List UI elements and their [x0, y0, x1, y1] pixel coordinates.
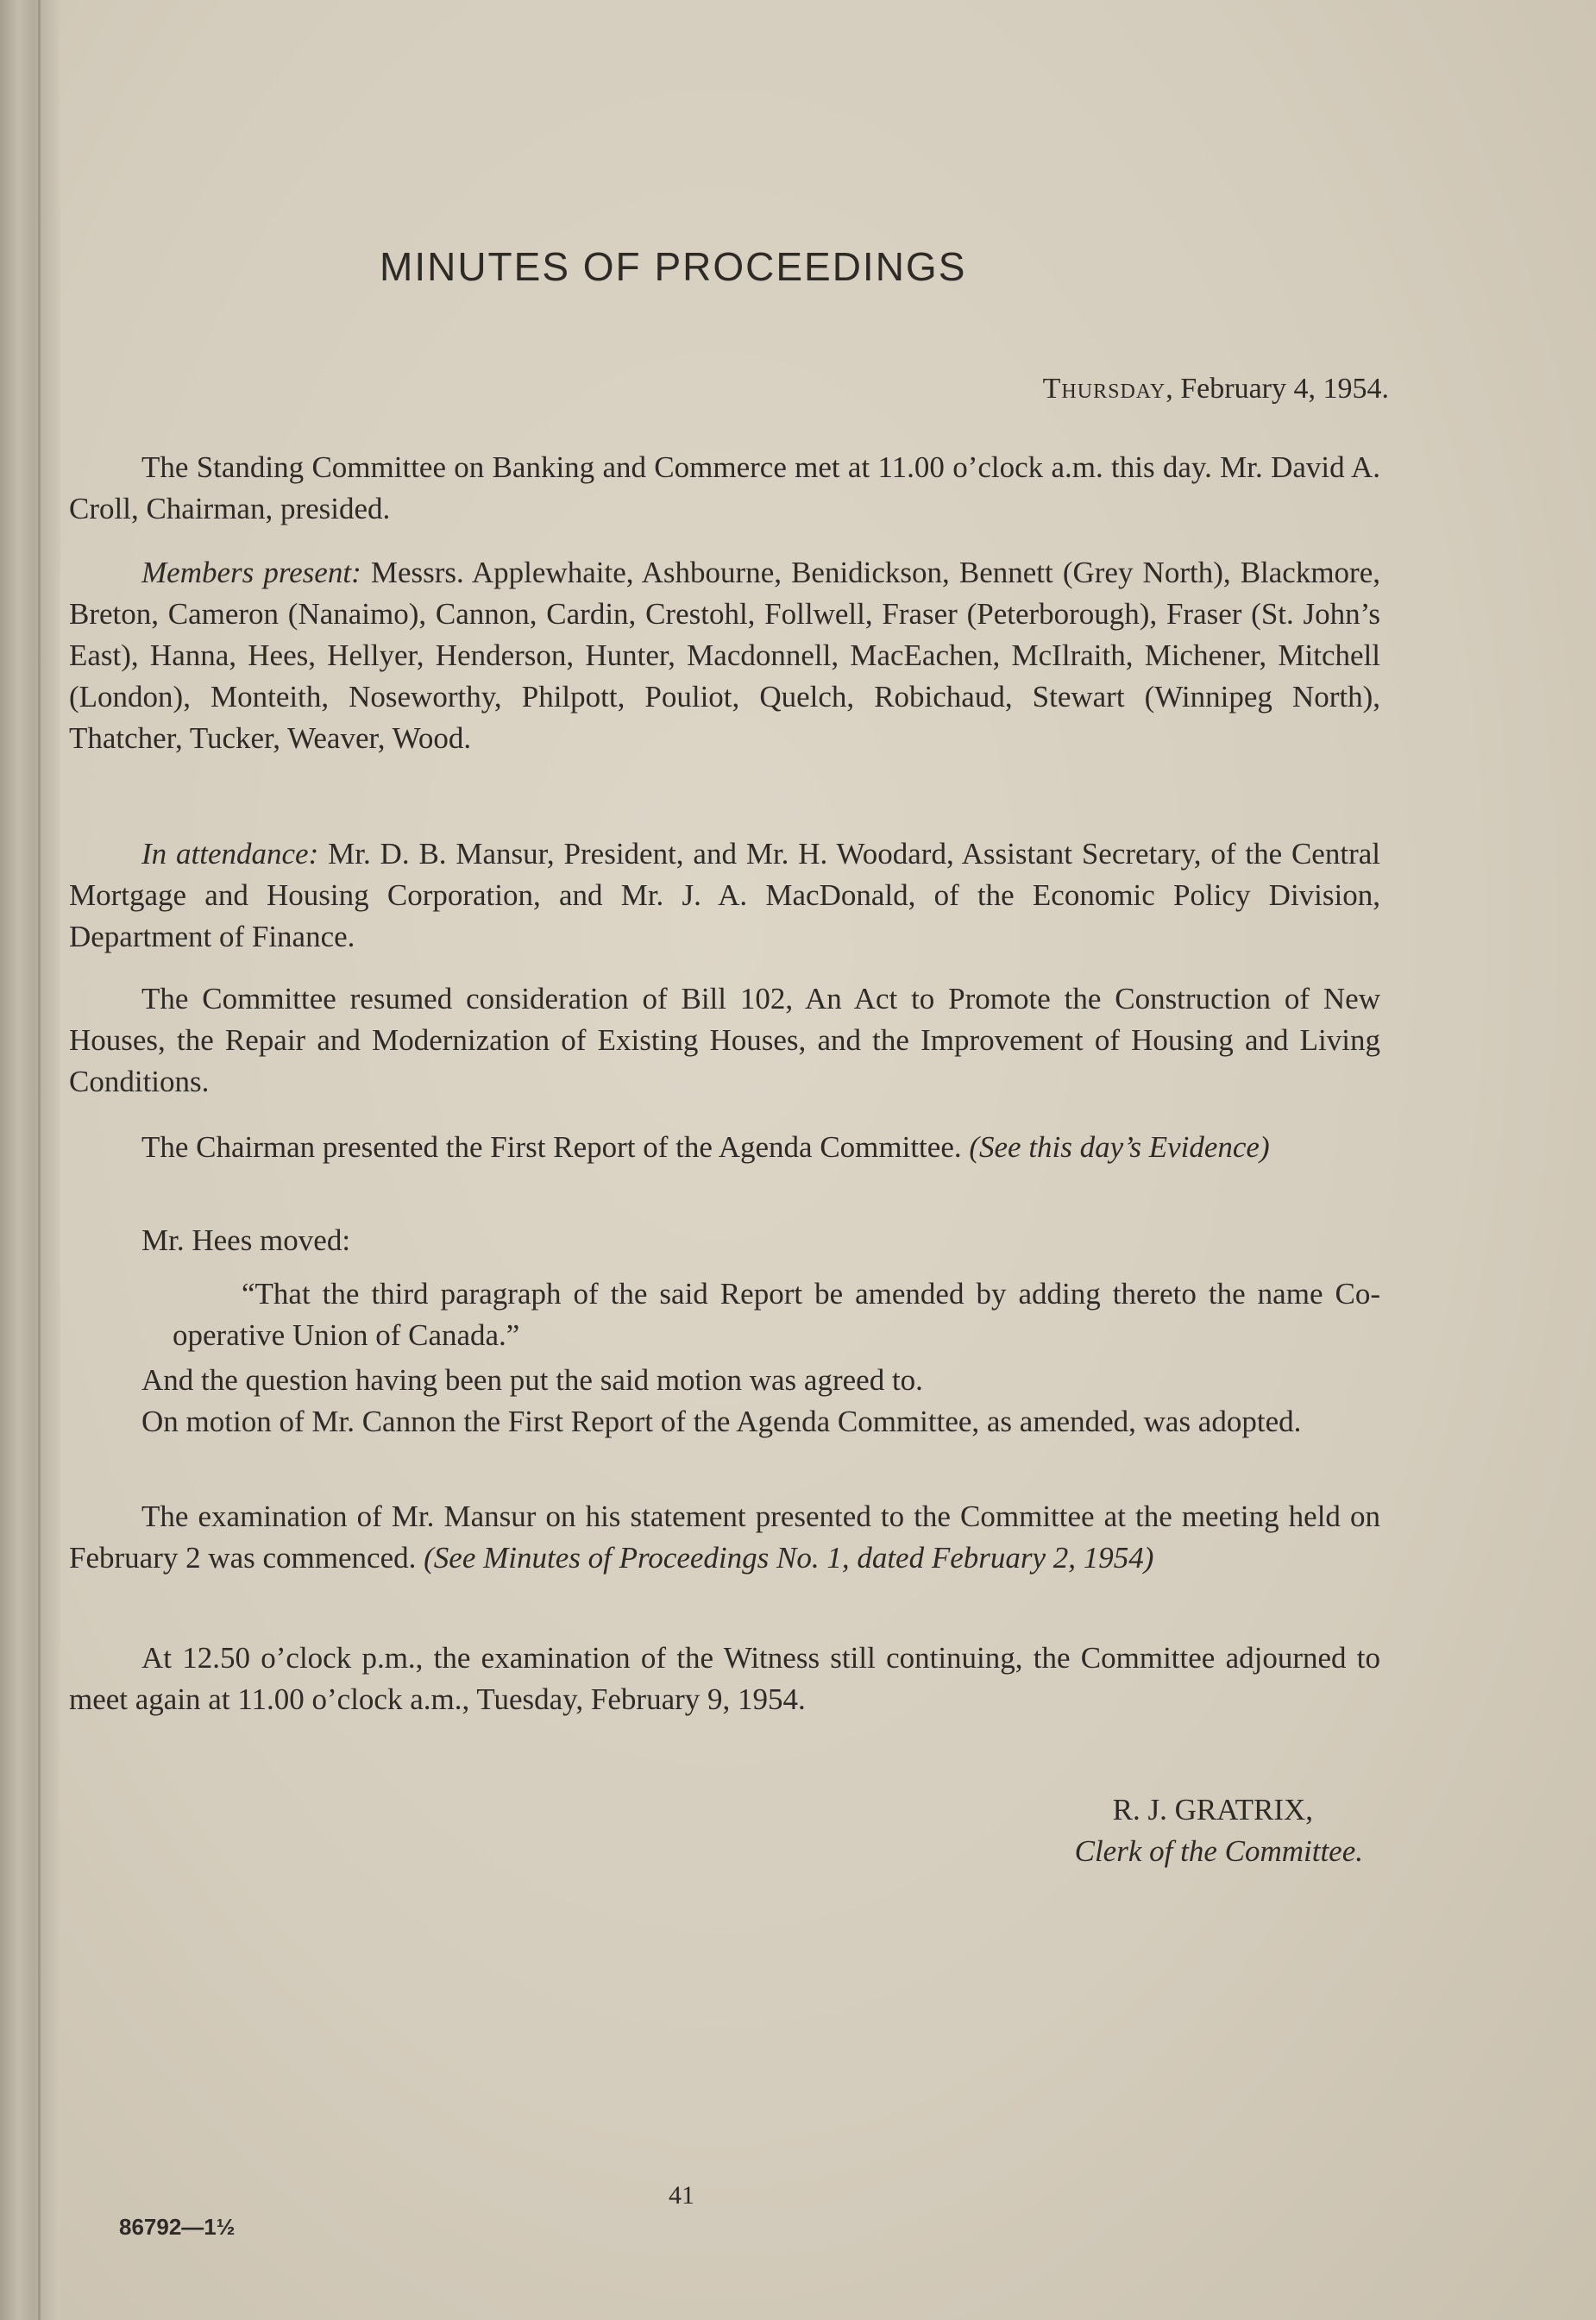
- signature-name: R. J. GRATRIX,: [1112, 1793, 1313, 1826]
- agreed-paragraph: And the question having been put the said motion was agreed to.: [141, 1363, 923, 1397]
- members-list: Messrs. Applewhaite, Ashbourne, Benidickson, Bennett (Grey North), Blackmore, Breton, Cameron (Nanaimo), Cannon, Cardin, Crestohl, Follwell, Fraser (Peterborough), Fraser (St. John’s East), Hanna, Hees, Hellyer, Henderson, Hunter, Macdonnell, MacEachen, McIlraith, Michener, Mitchell (London), Monteith, Noseworthy, Philpott, Pouliot, Quelch, Robichaud, Stewart (Winnipeg North), Thatcher, Tucker, Weaver, Wood.: [69, 556, 1380, 755]
- report-text: The Chairman presented the First Report of the Agenda Committee.: [141, 1130, 962, 1164]
- examination-text: The examination of Mr. Mansur on his statement presented to the Committee at the meeting held on February 2 was commenced.: [69, 1500, 1380, 1575]
- print-code: 86792—1½: [119, 2214, 236, 2240]
- dateline-date: , February 4, 1954.: [1166, 373, 1389, 405]
- spine-edge: [38, 0, 41, 2320]
- attendance-text: Mr. D. B. Mansur, President, and Mr. H. Woodard, Assistant Secretary, of the Central Mortgage and Housing Corporation, and Mr. J. A. MacDonald, of the Economic Policy Division, Department of Finance.: [69, 837, 1380, 953]
- page-number: 41: [669, 2181, 694, 2210]
- book-spine: [0, 0, 60, 2320]
- members-label: Members present:: [141, 556, 361, 589]
- dateline: [820, 373, 1389, 406]
- signature-block: [845, 1789, 1363, 1872]
- members-present-paragraph: [69, 552, 1380, 759]
- adopted-paragraph: On motion of Mr. Cannon the First Report of the Agenda Committee, as amended, was adopted.: [141, 1405, 1302, 1438]
- signature-role: Clerk of the Committee.: [1074, 1834, 1363, 1868]
- attendance-paragraph: [69, 833, 1380, 958]
- report-paragraph: [69, 1127, 1380, 1168]
- motion-quote: “That the third paragraph of the said Report be amended by adding thereto the name Co-operative Union of Canada.”: [173, 1277, 1380, 1352]
- adjournment-paragraph: At 12.50 o’clock p.m., the examination of the Witness still continuing, the Committee adjourned to meet again at 11.00 o’clock a.m., Tuesday, February 9, 1954.: [69, 1641, 1380, 1716]
- attendance-label: In attendance:: [141, 837, 319, 871]
- report-reference: (See this day’s Evidence): [961, 1130, 1270, 1164]
- examination-paragraph: [69, 1496, 1380, 1579]
- examination-reference: (See Minutes of Proceedings No. 1, dated February 2, 1954): [416, 1541, 1154, 1575]
- opening-paragraph: The Standing Committee on Banking and Commerce met at 11.00 o’clock a.m. this day. Mr. David A. Croll, Chairman, presided.: [69, 450, 1380, 525]
- dateline-day: Thursday: [1042, 373, 1166, 405]
- bill-paragraph: The Committee resumed consideration of Bill 102, An Act to Promote the Construction of New Houses, the Repair and Modernization of Existing Houses, and the Improvement of Housing and Living Conditions.: [69, 982, 1380, 1098]
- page-title: MINUTES OF PROCEEDINGS: [380, 244, 967, 289]
- motion-intro: Mr. Hees moved:: [141, 1223, 351, 1257]
